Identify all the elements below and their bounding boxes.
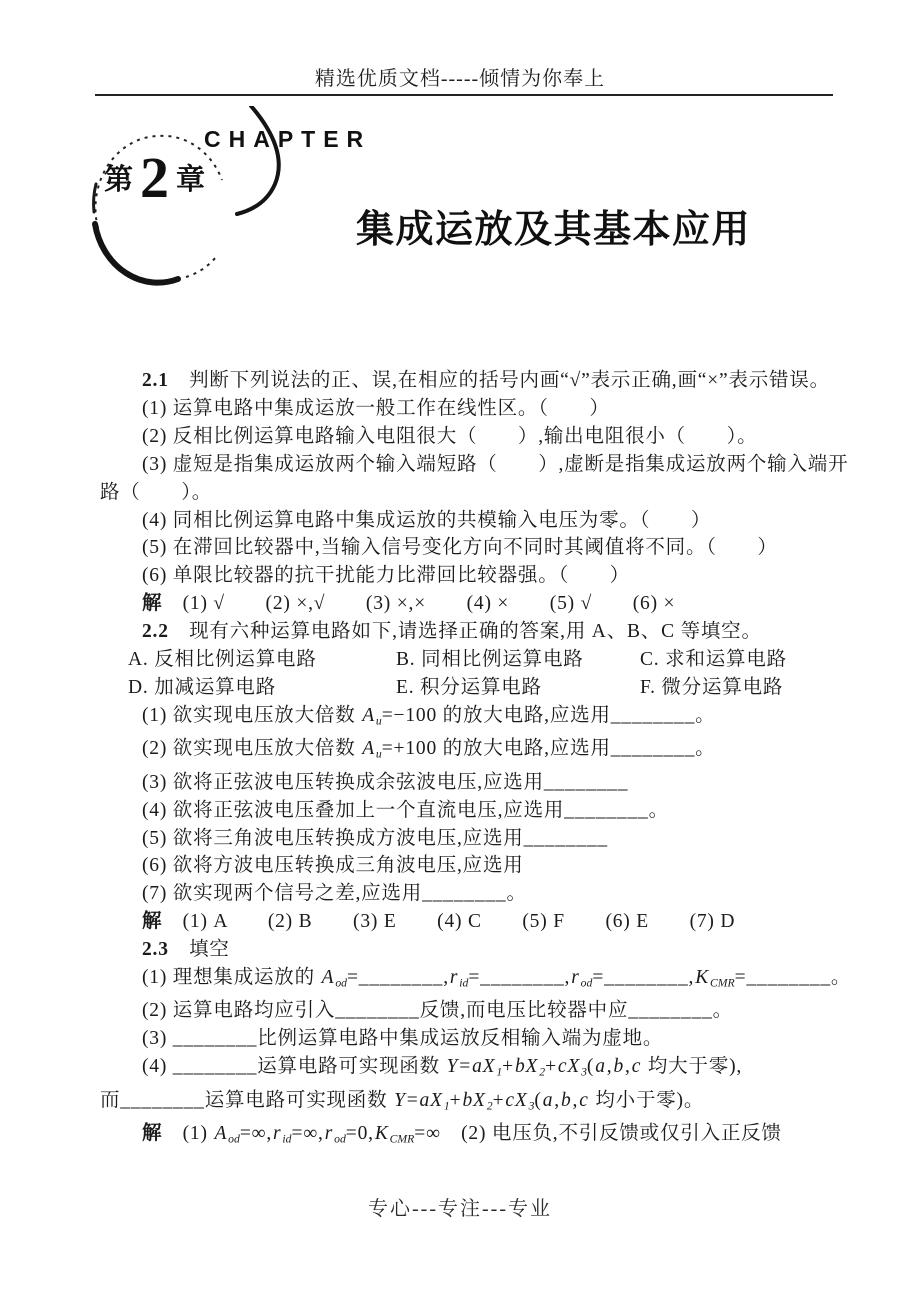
math-variable: A	[321, 967, 335, 989]
header-watermark-text: 精选优质文档-----倾情为你奉上	[314, 68, 606, 90]
q2-3-solution	[100, 1120, 840, 1153]
chapter-label-en: CHAPTER	[204, 126, 372, 152]
text-segment: =∞,	[239, 1123, 273, 1145]
subscript: 2	[486, 1099, 493, 1113]
chapter-number-block	[104, 145, 206, 210]
text-segment: (3) ________比例运算电路中集成运放反相输入端为虚地。	[142, 1028, 664, 1050]
subscript: 2	[539, 1065, 546, 1079]
text-segment: 解	[142, 1123, 163, 1145]
subscript: 1	[443, 1099, 450, 1113]
q2-2-solution	[100, 908, 840, 936]
footer-slogan-text: 专心---专注---专业	[368, 1198, 552, 1220]
math-variable: cX	[557, 1056, 581, 1078]
math-variable: r	[273, 1123, 282, 1145]
section-2-1-heading	[100, 367, 840, 395]
q2-3-item-4-continued	[100, 1087, 840, 1120]
subscript: od	[228, 1132, 240, 1146]
q2-2-item-1	[100, 702, 840, 735]
q2-2-item-2	[100, 735, 840, 768]
text-segment: (3) 虚短是指集成运放两个输入端短路（ ）,虚断是指集成运放两个输入端开	[142, 453, 849, 475]
text-segment: (1) 欲实现电压放大倍数	[142, 704, 362, 726]
badge-bottom-arc	[95, 224, 178, 283]
text-segment: +	[545, 1056, 557, 1078]
q2-1-item-3-continued	[100, 479, 840, 507]
text-segment: (5) 欲将三角波电压转换成方波电压,应选用________	[142, 827, 608, 849]
text-segment: (5) 在滞回比较器中,当输入信号变化方向不同时其阈值将不同。（ ）	[142, 537, 778, 559]
text-segment: (	[534, 1089, 542, 1111]
text-segment: (	[586, 1056, 595, 1078]
text-segment: =________,	[347, 967, 449, 989]
math-variable: r	[571, 967, 580, 989]
text-segment: +	[502, 1056, 514, 1078]
text-segment: 均小于零)。	[589, 1089, 705, 1111]
text-segment: 路（ ）。	[100, 481, 213, 503]
subscript: od	[580, 976, 593, 990]
text-segment: =0,	[345, 1123, 374, 1145]
text-segment: (4) 同相比例运算电路中集成运放的共模输入电压为零。（ ）	[142, 509, 712, 531]
math-variable: aX	[472, 1056, 496, 1078]
math-variable: Y	[394, 1089, 406, 1111]
q2-2-item-3	[100, 769, 840, 797]
math-variable: a	[542, 1089, 554, 1111]
badge-dashed-arc-bottom	[186, 257, 216, 277]
text-segment: (1)	[162, 1123, 214, 1145]
q2-1-item-6	[100, 562, 840, 590]
text-segment: =	[459, 1056, 472, 1078]
option-item: E. 积分运算电路	[396, 676, 542, 698]
option-item: A. 反相比例运算电路	[128, 649, 317, 671]
q2-2-options-row-2	[100, 674, 840, 702]
text-segment: 而________运算电路可实现函数	[100, 1089, 394, 1111]
option-item: B. 同相比例运算电路	[396, 649, 584, 671]
q2-1-item-3	[100, 451, 849, 479]
math-variable: A	[362, 738, 375, 760]
q2-1-item-4	[100, 507, 840, 535]
text-segment: (7) 欲实现两个信号之差,应选用________。	[142, 883, 527, 905]
text-segment: (2) 反相比例运算电路输入电阻很大（ ）,输出电阻很小（ ）。	[142, 425, 758, 447]
text-segment: =∞ (2) 电压负,不引反馈或仅引入正反馈	[414, 1123, 782, 1145]
text-segment: (2) 运算电路均应引入________反馈,而电压比较器中应________。	[142, 1000, 733, 1022]
text-segment: =−100 的放大电路,应选用________。	[381, 704, 716, 726]
math-variable: b	[560, 1089, 572, 1111]
header-divider-line	[95, 94, 833, 96]
text-segment: (1) 运算电路中集成运放一般工作在线性区。（ ）	[142, 397, 610, 419]
math-variable: c	[631, 1056, 642, 1078]
chapter-prefix: 第	[104, 164, 134, 197]
q2-3-item-1	[100, 964, 852, 997]
text-segment: (3) 欲将正弦波电压转换成余弦波电压,应选用________	[142, 771, 629, 793]
text-segment: ,	[554, 1089, 560, 1111]
chapter-number: 2	[140, 145, 170, 210]
text-segment: 均大于零),	[642, 1056, 743, 1078]
option-item: C. 求和运算电路	[640, 649, 787, 671]
subscript: CMR	[710, 976, 735, 990]
text-segment: 2.3	[142, 939, 169, 961]
q2-2-options-row-1	[100, 646, 840, 674]
subscript: id	[282, 1132, 292, 1146]
text-segment: 解	[142, 593, 163, 615]
subscript: 1	[496, 1065, 503, 1079]
text-segment: 2.2	[142, 621, 169, 643]
text-segment: ,	[625, 1056, 631, 1078]
math-variable: r	[449, 967, 459, 989]
section-2-2-heading	[100, 618, 840, 646]
text-segment: 填空	[168, 939, 230, 961]
q2-2-item-4	[100, 797, 840, 825]
option-item: F. 微分运算电路	[640, 676, 784, 698]
text-segment: (1) A (2) B (3) E (4) C (5) F (6) E (7) D	[162, 911, 736, 933]
document-body	[100, 367, 852, 1153]
math-variable: bX	[462, 1089, 486, 1111]
math-variable: a	[595, 1056, 606, 1078]
subscript: CMR	[389, 1132, 415, 1146]
q2-2-item-6	[100, 852, 840, 880]
math-variable: K	[695, 967, 709, 989]
math-variable: A	[362, 704, 375, 726]
q2-1-item-5	[100, 534, 840, 562]
subscript: id	[459, 976, 469, 990]
text-segment: +	[492, 1089, 505, 1111]
q2-2-item-5	[100, 825, 840, 853]
q2-3-item-3	[100, 1025, 840, 1053]
q2-3-item-2	[100, 997, 840, 1025]
math-variable: A	[214, 1123, 228, 1145]
chapter-suffix: 章	[176, 164, 206, 197]
badge-left-arc	[94, 184, 96, 212]
text-segment: =∞,	[291, 1123, 324, 1145]
badge-paren-stroke	[237, 106, 279, 214]
text-segment: (6) 欲将方波电压转换成三角波电压,应选用	[142, 855, 524, 877]
text-segment: =________,	[592, 967, 695, 989]
option-item: D. 加减运算电路	[128, 676, 277, 698]
text-segment: =+100 的放大电路,应选用________。	[381, 738, 716, 760]
math-variable: K	[374, 1123, 389, 1145]
text-segment: =________,	[468, 967, 571, 989]
subscript: od	[335, 976, 347, 990]
subscript: u	[375, 714, 382, 728]
text-segment: (1) √ (2) ×,√ (3) ×,× (4) × (5) √ (6) ×	[162, 593, 676, 615]
text-segment: (2) 欲实现电压放大倍数	[142, 738, 362, 760]
text-segment: ,	[572, 1089, 579, 1111]
section-2-3-heading	[100, 936, 840, 964]
chapter-title: 集成运放及其基本应用	[356, 209, 752, 251]
text-segment: ,	[606, 1056, 613, 1078]
math-variable: cX	[505, 1089, 528, 1111]
math-variable: Y	[446, 1056, 459, 1078]
math-variable: b	[613, 1056, 625, 1078]
text-segment: (4) ________运算电路可实现函数	[142, 1056, 446, 1078]
text-segment: (4) 欲将正弦波电压叠加上一个直流电压,应选用________。	[142, 799, 669, 821]
q2-2-item-7	[100, 880, 840, 908]
text-segment: 判断下列说法的正、误,在相应的括号内画“√”表示正确,画“×”表示错误。	[168, 370, 830, 391]
q2-3-item-4	[100, 1053, 840, 1086]
subscript: 3	[581, 1065, 587, 1079]
text-segment: 2.1	[142, 370, 169, 391]
subscript: 3	[528, 1099, 535, 1113]
text-segment: 现有六种运算电路如下,请选择正确的答案,用 A、B、C 等填空。	[168, 621, 762, 643]
q2-1-item-1	[100, 395, 840, 423]
text-segment: 解	[142, 911, 163, 933]
q2-1-item-2	[100, 423, 840, 451]
math-variable: c	[579, 1089, 589, 1111]
text-segment: +	[449, 1089, 462, 1111]
text-segment: (1) 理想集成运放的	[142, 967, 321, 989]
text-segment: =________。	[734, 967, 852, 989]
math-variable: r	[324, 1123, 334, 1145]
subscript: u	[375, 747, 382, 761]
math-variable: aX	[419, 1089, 443, 1111]
text-segment: (6) 单限比较器的抗干扰能力比滞回比较器强。（ ）	[142, 565, 630, 587]
text-segment: =	[406, 1089, 419, 1111]
math-variable: bX	[514, 1056, 539, 1078]
subscript: od	[334, 1132, 346, 1146]
q2-1-solution	[100, 590, 840, 618]
